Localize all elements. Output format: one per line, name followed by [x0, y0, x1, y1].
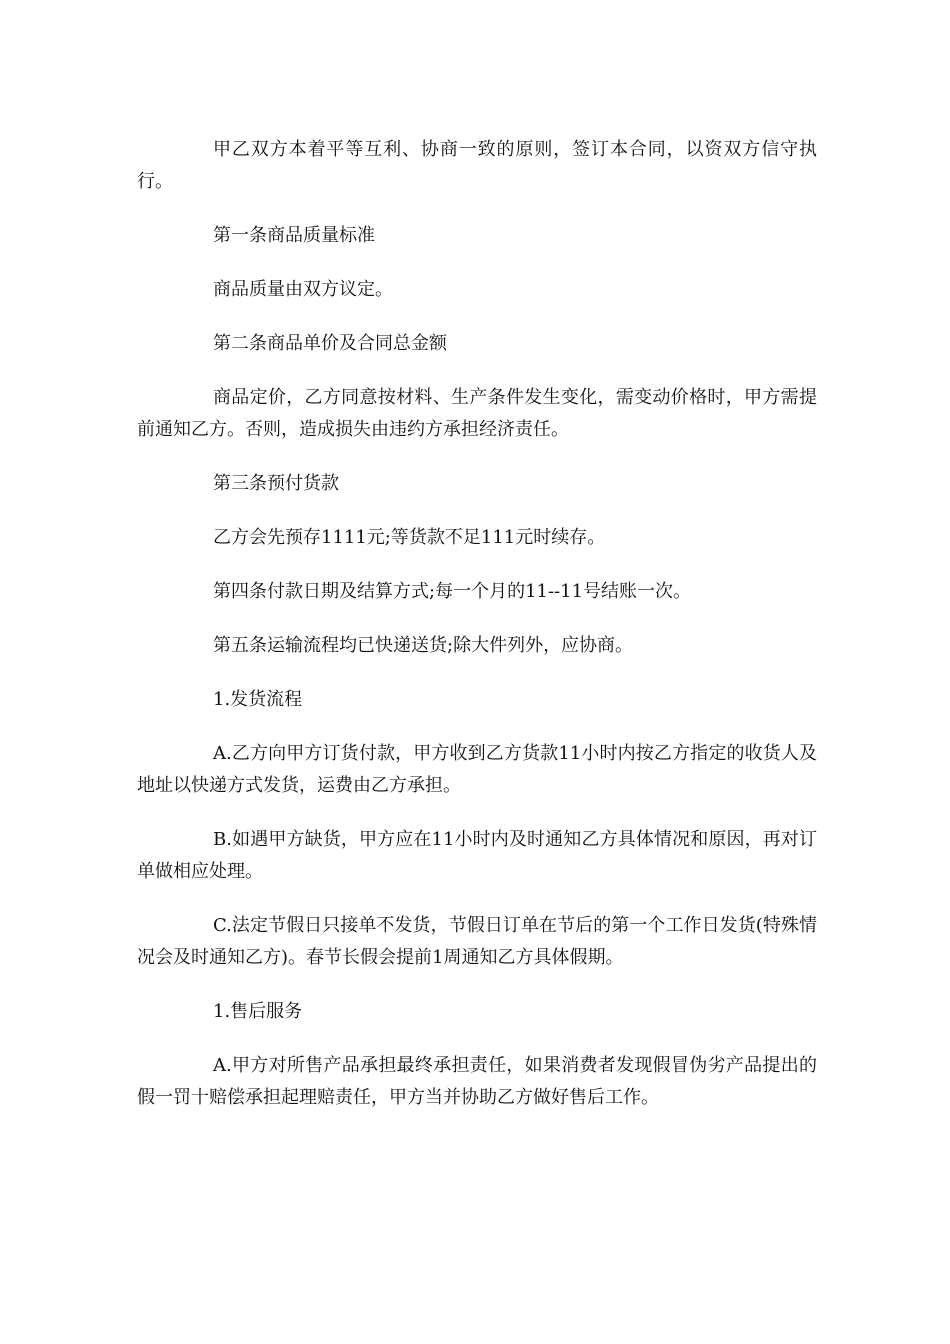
- article-1-body: 商品质量由双方议定。: [213, 279, 393, 300]
- shipping-item-a: A.乙方向甲方订货付款，甲方收到乙方货款11小时内按乙方指定的收货人及地址以快递方式发货，运费由乙方承担。: [137, 743, 817, 796]
- article-1-heading: 第一条商品质量标准: [213, 225, 375, 246]
- shipping-item-c: C.法定节假日只接单不发货，节假日订单在节后的第一个工作日发货(特殊情况会及时通知乙方)。春节长假会提前1周通知乙方具体假期。: [137, 915, 817, 968]
- article-2-body: 商品定价，乙方同意按材料、生产条件发生变化，需变动价格时，甲方需提前通知乙方。否则，造成损失由违约方承担经济责任。: [137, 387, 817, 440]
- document-body: [137, 134, 817, 1136]
- article-4-paragraph: 第四条付款日期及结算方式;每一个月的11--11号结账一次。: [213, 581, 692, 602]
- article-3-heading: 第三条预付货款: [213, 473, 339, 494]
- article-5-paragraph: 第五条运输流程均已快递送货;除大件列外，应协商。: [213, 635, 634, 656]
- shipping-process-heading: 1.发货流程: [213, 689, 303, 710]
- article-2-heading: 第二条商品单价及合同总金额: [213, 333, 447, 354]
- preamble-paragraph: 甲乙双方本着平等互利、协商一致的原则，签订本合同，以资双方信守执行。: [137, 139, 817, 192]
- after-sales-item-a: A.甲方对所售产品承担最终承担责任，如果消费者发现假冒伪劣产品提出的假一罚十赔偿承担起理赔责任，甲方当并协助乙方做好售后工作。: [137, 1055, 817, 1108]
- after-sales-heading: 1.售后服务: [213, 1001, 303, 1022]
- shipping-item-b: B.如遇甲方缺货，甲方应在11小时内及时通知乙方具体情况和原因，再对订单做相应处理。: [137, 829, 817, 882]
- article-3-body: 乙方会先预存1111元;等货款不足111元时续存。: [213, 527, 606, 548]
